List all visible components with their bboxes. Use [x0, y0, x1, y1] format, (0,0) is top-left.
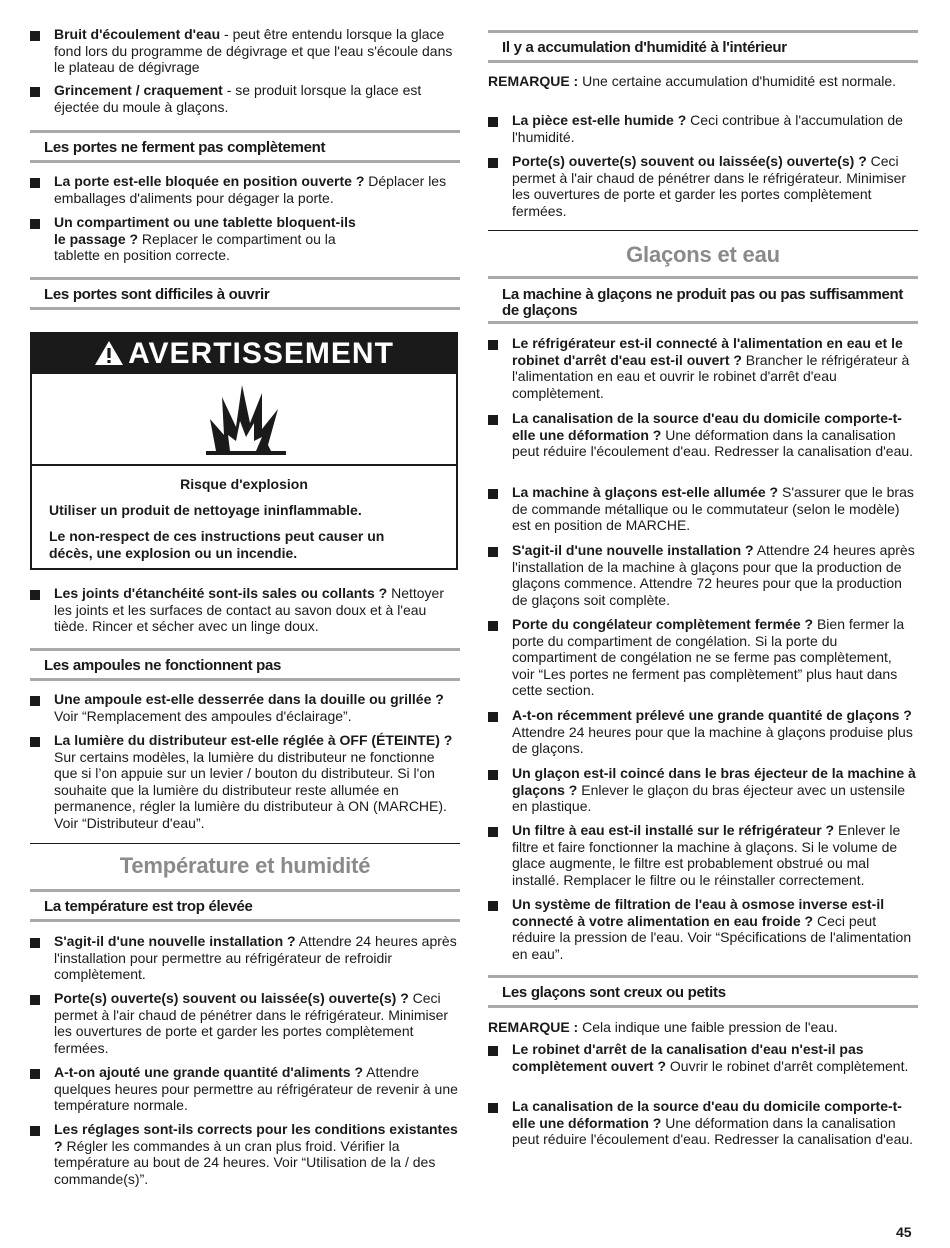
- list-item-text: Le robinet d'arrêt de la canalisation d'eau n'est-il pas complètement ouvert ? Ouvrir le robinet d'arrêt complètement.: [512, 1041, 909, 1074]
- warning-line-1: Utiliser un produit de nettoyage ininflammable.: [49, 502, 362, 518]
- list-item-text: La porte est-elle bloquée en position ouverte ? Déplacer les emballages d'aliments pour dégager la porte.: [54, 173, 447, 206]
- list-item-text: La canalisation de la source d'eau du domicile comporte-t-elle une déformation ? Une déformation dans la canalisation peut réduire l'écoulement d'eau. Redresser la canalisation d'eau.: [512, 410, 914, 460]
- bullet: [488, 117, 498, 127]
- list-item-text: S'agit-il d'une nouvelle installation ? Attendre 24 heures après l'installation pour permettre au réfrigérateur de refroidir complètement.: [54, 933, 457, 983]
- bullet: [488, 489, 498, 499]
- section-heading: Les portes ne ferment pas complètement: [30, 130, 460, 163]
- list-item-text: La machine à glaçons est-elle allumée ? S'assurer que le bras de commande métallique ou le commutateur (selon le modèle) est en position de MARCHE.: [512, 484, 914, 534]
- list-item-text: S'agit-il d'une nouvelle installation ? Attendre 24 heures après l'installation de la machine à glaçons pour que la production de glaçons commence. Attendre 72 heures pour que la production de glaçons soit complète.: [512, 542, 915, 608]
- bullet: [30, 31, 40, 41]
- list-item-text: Porte du congélateur complètement fermée ? Bien fermer la porte du compartiment de congélation. Si la porte du compartiment de congélation ne se ferme pas complètement, voir “Les portes ne ferment pas complètement” plus haut dans cette section.: [512, 616, 905, 699]
- list-item-text: La pièce est-elle humide ? Ceci contribue à l'accumulation de l'humidité.: [512, 112, 903, 145]
- warning-line-2: Le non-respect de ces instructions peut causer un décès, une explosion ou un incendie.: [49, 528, 385, 561]
- list-item-text: Un filtre à eau est-il installé sur le réfrigérateur ? Enlever le filtre et faire fonctionner la machine à glaçons. Si le volume de glace augmente, le filtre est probablement obstrué ou mal installé. Remplacer le filtre ou le réinstaller correctement.: [512, 822, 901, 888]
- bullet: [30, 87, 40, 97]
- warning-header: AVERTISSEMENT: [32, 334, 456, 374]
- bullet: [488, 1103, 498, 1113]
- bullet: [488, 1046, 498, 1056]
- bullet: [30, 995, 40, 1005]
- list-item-text: Un système de filtration de l'eau à osmose inverse est-il connecté à votre alimentation en eau froide ? Ceci peut réduire la pression de l'eau. Voir “Spécifications de l'alimentation en eau”.: [512, 896, 912, 962]
- section-heading: Les ampoules ne fonctionnent pas: [30, 648, 460, 681]
- section-heading: La machine à glaçons ne produit pas ou pas suffisamment de glaçons: [488, 276, 918, 324]
- bullet: [488, 340, 498, 350]
- bullet: [30, 737, 40, 747]
- list-item-text: Les réglages sont-ils corrects pour les conditions existantes ? Régler les commandes à un cran plus froid. Vérifier la température au bout de 24 heures. Voir “Utilisation de la / des commande(s)”.: [54, 1121, 458, 1187]
- bullet: [488, 712, 498, 722]
- explosion-icon: [206, 379, 286, 459]
- note: REMARQUE : Une certaine accumulation d'humidité est normale.: [488, 73, 897, 89]
- divider: [30, 843, 460, 844]
- list-item-text: Porte(s) ouverte(s) souvent ou laissée(s) ouverte(s) ? Ceci permet à l'air chaud de pénétrer dans le réfrigérateur. Minimiser les ouvertures de porte et garder les portes complètement fermées.: [512, 153, 907, 219]
- bullet: [30, 219, 40, 229]
- section-heading: La température est trop élevée: [30, 889, 460, 922]
- bullet: [30, 696, 40, 706]
- list-item-text: Porte(s) ouverte(s) souvent ou laissée(s) ouverte(s) ? Ceci permet à l'air chaud de pénétrer dans le réfrigérateur. Minimiser les ouvertures de porte et garder les portes complètement fermées.: [54, 990, 449, 1056]
- bullet: [488, 901, 498, 911]
- warning-box: [30, 332, 458, 570]
- list-item-text: Les joints d'étanchéité sont-ils sales ou collants ? Nettoyer les joints et les surfaces de contact au savon doux et à l'eau tiède. Rincer et sécher avec un linge doux.: [54, 585, 444, 635]
- list-item-text: A-t-on récemment prélevé une grande quantité de glaçons ? Attendre 24 heures pour que la machine à glaçons produise plus de glaçons.: [512, 707, 913, 757]
- bullet: [30, 590, 40, 600]
- list-item-text: Bruit d'écoulement d'eau - peut être entendu lorsque la glace fond lors du programme de dégivrage et que l'eau s'écoule dans le plateau de dégivrage: [54, 26, 453, 76]
- bullet: [30, 1069, 40, 1079]
- bullet: [30, 1126, 40, 1136]
- bullet: [30, 938, 40, 948]
- list-item-text: A-t-on ajouté une grande quantité d'aliments ? Attendre quelques heures pour permettre au réfrigérateur de revenir à une température normale.: [54, 1064, 458, 1114]
- section-heading: Il y a accumulation d'humidité à l'intérieur: [488, 30, 918, 63]
- list-item-text: La canalisation de la source d'eau du domicile comporte-t-elle une déformation ? Une déformation dans la canalisation peut réduire l'écoulement d'eau. Redresser la canalisation d'eau.: [512, 1098, 914, 1148]
- list-item-text: Grincement / craquement - se produit lorsque la glace est éjectée du moule à glaçons.: [54, 82, 422, 115]
- section-title: Température et humidité: [119, 853, 371, 878]
- list-item-text: Une ampoule est-elle desserrée dans la douille ou grillée ? Voir “Remplacement des ampoules d'éclairage”.: [54, 691, 444, 724]
- bullet: [488, 770, 498, 780]
- section-heading: Les portes sont difficiles à ouvrir: [30, 277, 460, 310]
- bullet: [488, 547, 498, 557]
- bullet: [488, 621, 498, 631]
- list-item-text: Un compartiment ou une tablette bloquent-ils le passage ? Replacer le compartiment ou la tablette en position correcte.: [54, 214, 356, 264]
- section-title: Glaçons et eau: [626, 242, 780, 267]
- warning-risk: Risque d'explosion: [180, 476, 308, 492]
- list-item-text: La lumière du distributeur est-elle réglée à OFF (ÉTEINTE) ? Sur certains modèles, la lumière du distributeur ne fonctionne que si l’on appuie sur un levier / bouton du distributeur. Si l'on souhaite que la lumière du distributeur reste allumée en permanence, régler la lumière du distributeur à ON (MARCHE). Voir “Distributeur d'eau”.: [54, 732, 453, 831]
- divider: [488, 230, 918, 231]
- list-item-text: Un glaçon est-il coincé dans le bras éjecteur de la machine à glaçons ? Enlever le glaçon du bras éjecteur avec un ustensile en plastique.: [512, 765, 916, 815]
- warning-triangle-icon: [94, 340, 124, 366]
- bullet: [488, 827, 498, 837]
- section-heading: Les glaçons sont creux ou petits: [488, 975, 918, 1008]
- list-item-text: Le réfrigérateur est-il connecté à l'alimentation en eau et le robinet d'arrêt d'eau est-il ouvert ? Brancher le réfrigérateur à l'alimentation en eau et ouvrir le robinet d'arrêt d'eau complètement.: [512, 335, 910, 401]
- page-number: 45: [896, 1224, 912, 1240]
- bullet: [488, 415, 498, 425]
- note: REMARQUE : Cela indique une faible pression de l'eau.: [488, 1019, 838, 1035]
- bullet: [488, 158, 498, 168]
- warning-icon-area: [32, 374, 456, 466]
- bullet: [30, 178, 40, 188]
